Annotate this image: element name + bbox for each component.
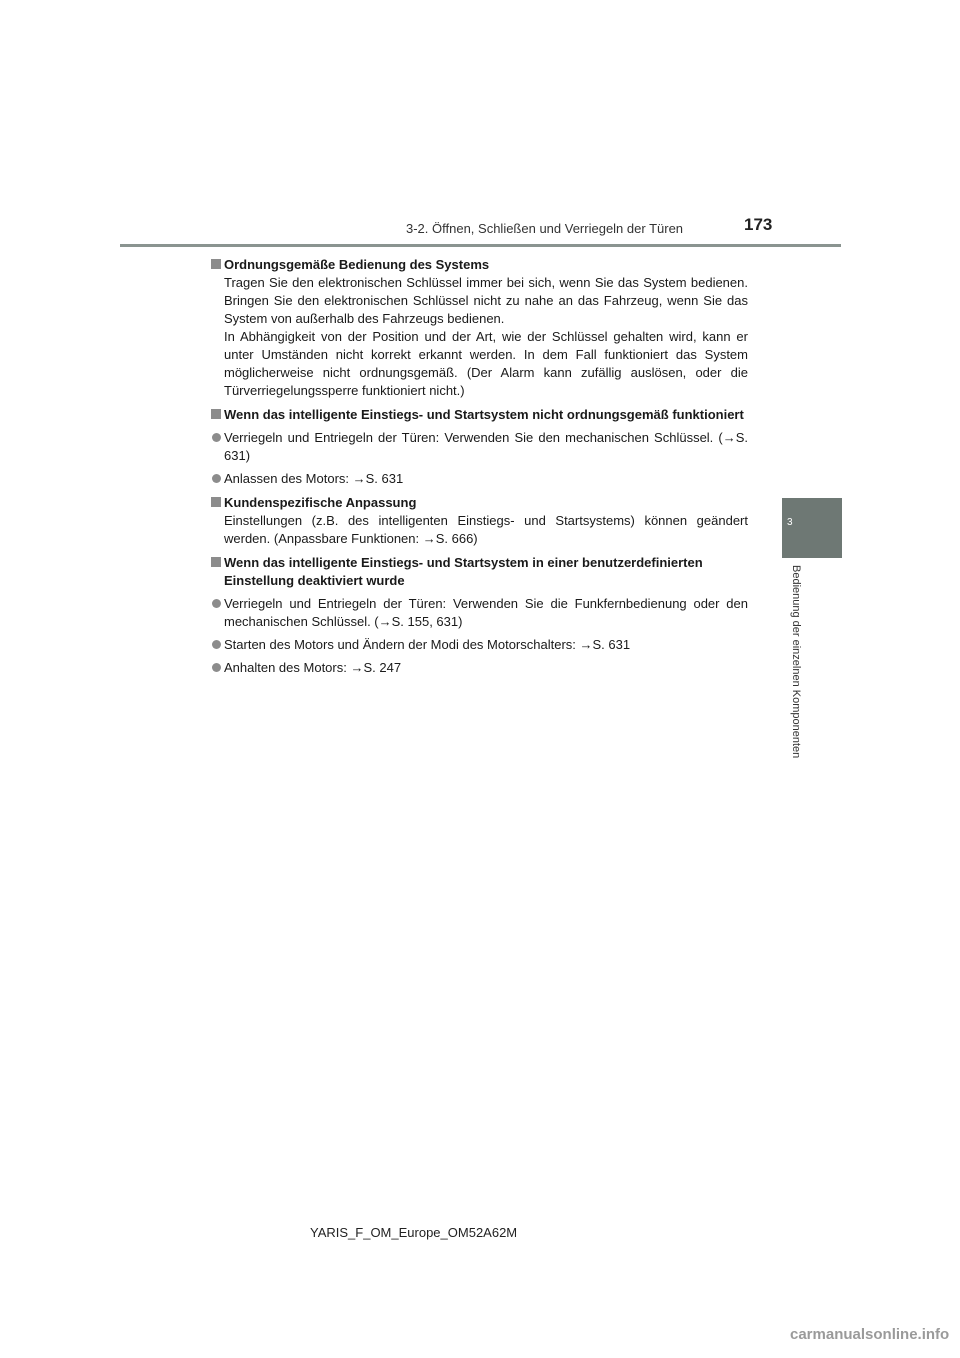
list-item — [211, 595, 748, 631]
square-bullet-icon — [211, 497, 221, 507]
list-item-text: Starten des Motors und Ändern der Modi des Motorschalters: →S. 631 — [224, 637, 631, 652]
list-item-text: Anhalten des Motors: →S. 247 — [224, 660, 402, 675]
list-item-text: Verriegeln und Entriegeln der Türen: Verwenden Sie den mechanischen Schlüssel. (→S. 631) — [224, 430, 748, 463]
watermark: carmanualsonline.info — [790, 1326, 950, 1343]
circle-bullet-icon — [212, 433, 221, 442]
list-item — [211, 470, 748, 488]
chapter-tab-label: Bedienung der einzelnen Komponenten — [790, 565, 802, 759]
circle-bullet-icon — [212, 640, 221, 649]
circle-bullet-icon — [212, 474, 221, 483]
section-title — [211, 554, 748, 590]
section-body: Tragen Sie den elektronischen Schlüssel immer bei sich, wenn Sie das System bedienen. Bringen Sie den elektronischen Schlüssel nicht zu nahe an das Fahrzeug, wenn Sie das System von außerhalb des Fahrzeugs bedienen. — [224, 275, 748, 326]
square-bullet-icon — [211, 557, 221, 567]
section-title-text: Kundenspezifische Anpassung — [224, 495, 417, 510]
circle-bullet-icon — [212, 663, 221, 672]
section-title-text: Wenn das intelligente Einstiegs- und Startsystem nicht ordnungsgemäß funktioniert — [224, 407, 744, 422]
section-malfunction — [211, 406, 748, 488]
list-item — [211, 659, 748, 677]
header-rule — [120, 244, 841, 247]
section-title — [211, 406, 748, 424]
chapter-tab-number: 3 — [787, 517, 793, 528]
section-proper-operation — [211, 256, 748, 400]
section-title-text: Ordnungsgemäße Bedienung des Systems — [224, 257, 490, 272]
circle-bullet-icon — [212, 599, 221, 608]
section-title — [211, 494, 748, 512]
section-deactivated — [211, 554, 748, 677]
section-title-text: Wenn das intelligente Einstiegs- und Startsystem in einer benutzerdefinierten Einstellung deaktiviert wurde — [224, 555, 703, 588]
list-item-text: Verriegeln und Entriegeln der Türen: Verwenden Sie die Funkfernbedienung oder den mechanischen Schlüssel. (→S. 155, 631) — [224, 596, 748, 629]
square-bullet-icon — [211, 259, 221, 269]
footer-document-id: YARIS_F_OM_Europe_OM52A62M — [310, 1225, 518, 1240]
chapter-tab — [782, 498, 842, 558]
square-bullet-icon — [211, 409, 221, 419]
section-body: In Abhängigkeit von der Position und der Art, wie der Schlüssel gehalten wird, kann er unter Umständen nicht korrekt erkannt werden. In dem Fall funktioniert das System möglicherweise nicht ordnungsgemäß. (Der Alarm kann zufällig auslösen, oder die Türverriegelungssperre funktioniert nicht.) — [224, 329, 748, 398]
list-item — [211, 429, 748, 465]
list-item-text: Anlassen des Motors: →S. 631 — [224, 471, 404, 486]
section-customization — [211, 494, 748, 548]
section-body: Einstellungen (z.B. des intelligenten Einstiegs- und Startsystems) können geändert werden. (Anpassbare Funktionen: →S. 666) — [224, 513, 748, 546]
section-title — [211, 256, 748, 274]
page-number: 173 — [744, 215, 773, 234]
content — [211, 256, 748, 683]
header-section-title: 3-2. Öffnen, Schließen und Verriegeln der Türen — [406, 221, 684, 236]
list-item — [211, 636, 748, 654]
